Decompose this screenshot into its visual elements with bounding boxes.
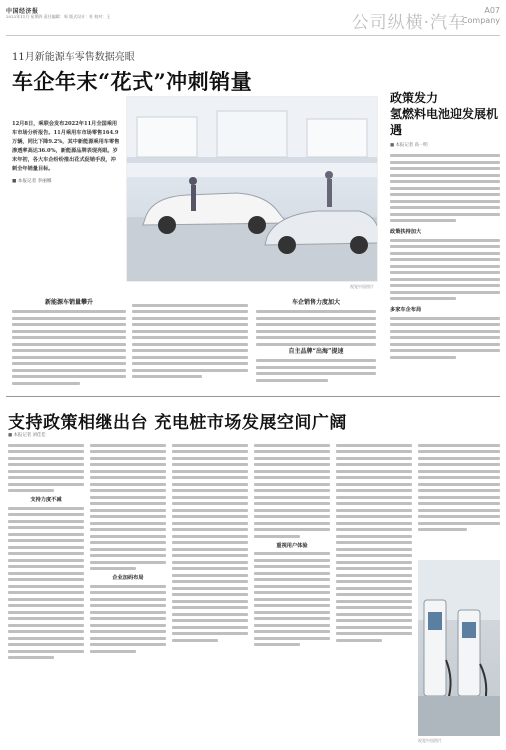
photo-caption: 视觉中国图片 [350,284,374,289]
bottom-column-1 [8,440,84,663]
section-divider [6,396,500,397]
showroom-photo [126,96,378,282]
page-number: A07 [484,6,500,15]
feature-column-3 [256,300,376,385]
bottom-photo-caption: 视觉中国图片 [418,738,442,743]
charging-station-photo [418,560,500,736]
section-title: 公司纵横·汽车 [351,13,466,33]
feature-byline: ■ 本报记者 李丽娜 [12,179,52,184]
bottom-subhead-2: 企业加码布局 [112,575,144,581]
newspaper-name: 中国经济报 [6,8,39,15]
bottom-column-4 [254,440,330,650]
feature-headline: 车企年末“花式”冲刺销量 [12,69,253,94]
sidebar-byline: ■ 本报记者 高一明 [390,143,428,148]
page-label: Company [461,16,500,25]
feature-subhead-1: 新能源车销量攀升 [44,299,93,306]
feature-column-1 [12,300,126,388]
bottom-subhead-3: 重视用户体验 [276,542,308,549]
sidebar-headline: 政策发力 氢燃料电池迎发展机遇 [390,91,499,137]
bottom-byline: ■ 本报记者 刘佳佳 [8,433,46,438]
masthead [0,0,506,38]
sidebar-subhead-2: 多家车企布局 [390,307,422,313]
charging-station-illustration [418,560,500,736]
showroom-illustration [127,97,378,282]
sidebar-subhead-1: 政策扶持加大 [390,229,422,235]
bottom-headline: 支持政策相继出台 充电桩市场发展空间广阔 [8,413,347,433]
feature-kicker: 11月新能源车零售数据亮眼 [12,52,135,63]
bottom-subhead-1: 支持力度不减 [30,497,62,503]
feature-lead-text: 12月8日，乘联会发布2022年11月全国乘用车市场分析报告。11月乘用车市场零售164.9万辆，同比下降9.2%，其中新能源乘用车零售渗透率高达36.0%，新能源品牌表现亮眼。岁末年初，各大车企纷纷推出花式促销手段，冲刺全年销量目标。 [12,121,120,172]
feature-lead [12,120,120,186]
feature-column-2 [132,300,248,382]
header-rule [6,35,500,36]
bottom-column-3 [172,440,248,645]
feature-article [8,48,380,378]
feature-subhead-2: 车企销售力度加大 [291,299,340,306]
sidebar-article [390,90,500,380]
bottom-column-2 [90,440,166,656]
bottom-column-5 [336,440,412,645]
feature-subhead-3: 自主品牌“出海”提速 [288,348,344,355]
page-marker [462,6,500,26]
issue-meta: 2022年11月 星期四 责任编辑：周 版式设计：杜 校对：王 [6,14,111,19]
bottom-column-6 [418,440,500,535]
